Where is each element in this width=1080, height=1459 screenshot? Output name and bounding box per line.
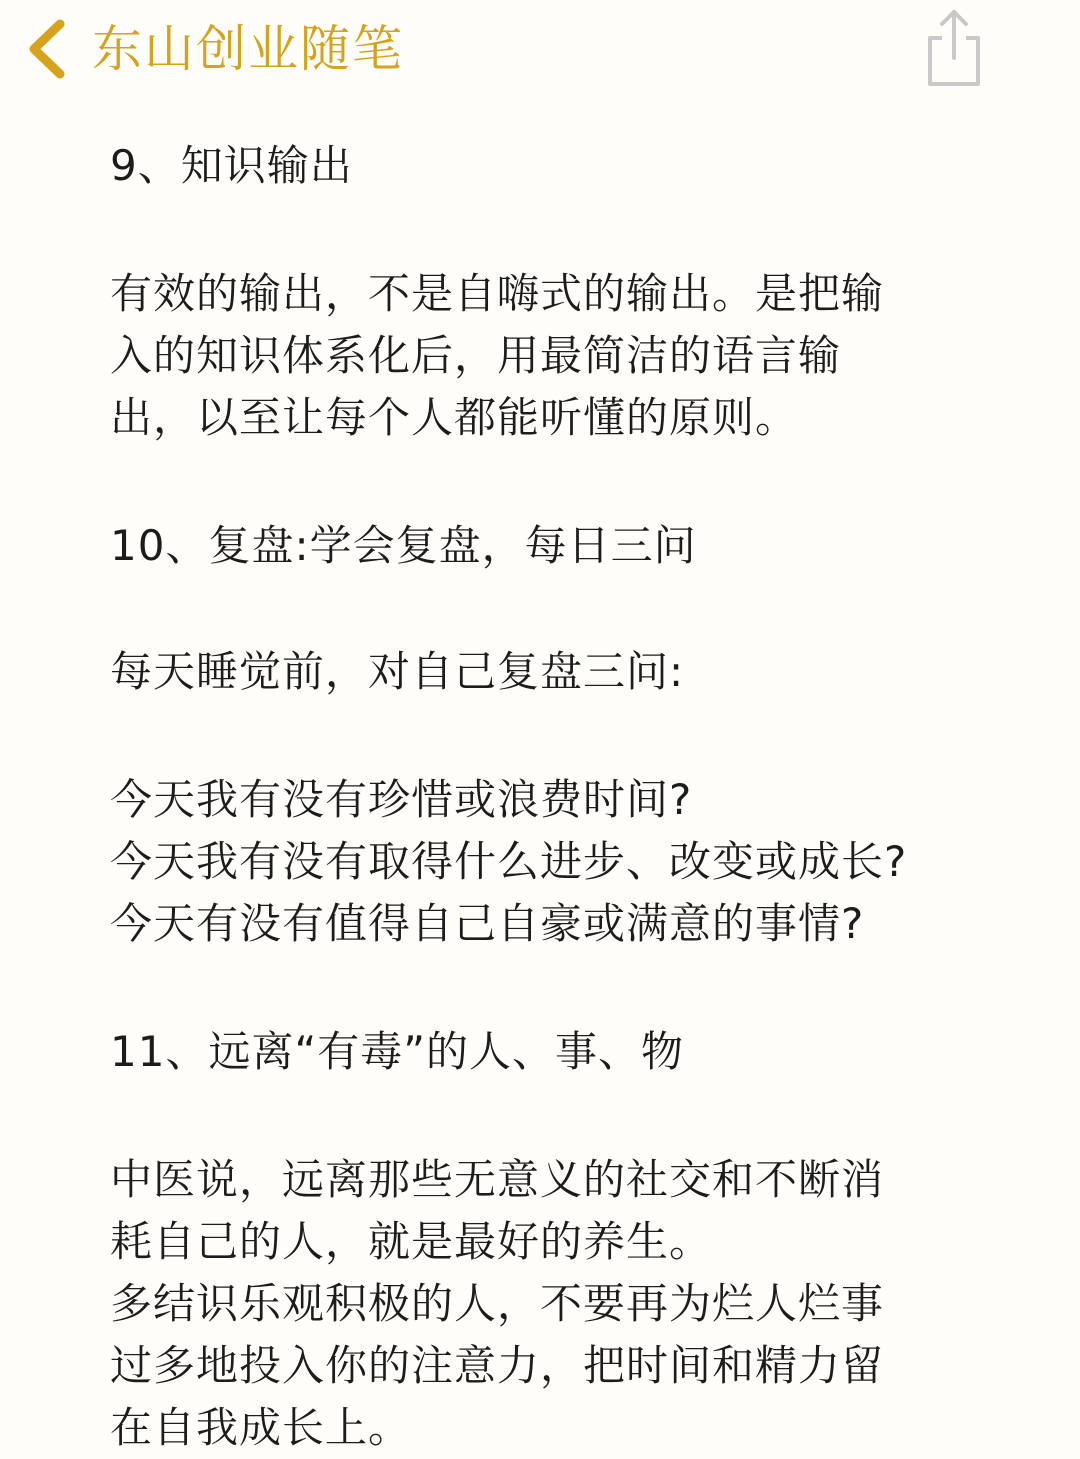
section-10-intro: 每天睡觉前，对自己复盘三问: [110, 647, 685, 696]
note-content[interactable] [110, 135, 1010, 1459]
section-9-paragraph-line: 有效的输出，不是自嗨式的输出。是把输 [110, 269, 885, 318]
section-9-paragraph-line: 入的知识体系化后，用最简洁的语言输 [110, 331, 842, 380]
section-9-heading: 9、知识输出 [110, 141, 353, 190]
section-10-question: 今天有没有值得自己自豪或满意的事情? [110, 899, 865, 948]
chevron-left-icon [24, 14, 68, 84]
section-10-heading: 10、复盘:学会复盘，每日三问 [110, 521, 697, 570]
section-11-paragraph-line: 多结识乐观积极的人，不要再为烂人烂事 [110, 1279, 885, 1328]
section-11-paragraph-line: 耗自己的人，就是最好的养生。 [110, 1217, 713, 1266]
navigation-bar [0, 0, 1080, 100]
section-11-paragraph-line: 过多地投入你的注意力，把时间和精力留 [110, 1341, 885, 1390]
section-11-paragraph-line: 在自我成长上。 [110, 1403, 412, 1452]
back-button[interactable] [24, 14, 404, 84]
section-11-heading: 11、远离“有毒”的人、事、物 [110, 1027, 684, 1076]
section-9-paragraph-line: 出，以至让每个人都能听懂的原则。 [110, 393, 799, 442]
back-label: 东山创业随笔 [92, 20, 404, 78]
section-11-paragraph-line: 中医说，远离那些无意义的社交和不断消 [110, 1155, 885, 1204]
share-button[interactable] [918, 8, 990, 90]
share-icon [918, 75, 990, 94]
section-10-question: 今天我有没有取得什么进步、改变或成长? [110, 837, 908, 886]
section-10-question: 今天我有没有珍惜或浪费时间? [110, 775, 693, 824]
